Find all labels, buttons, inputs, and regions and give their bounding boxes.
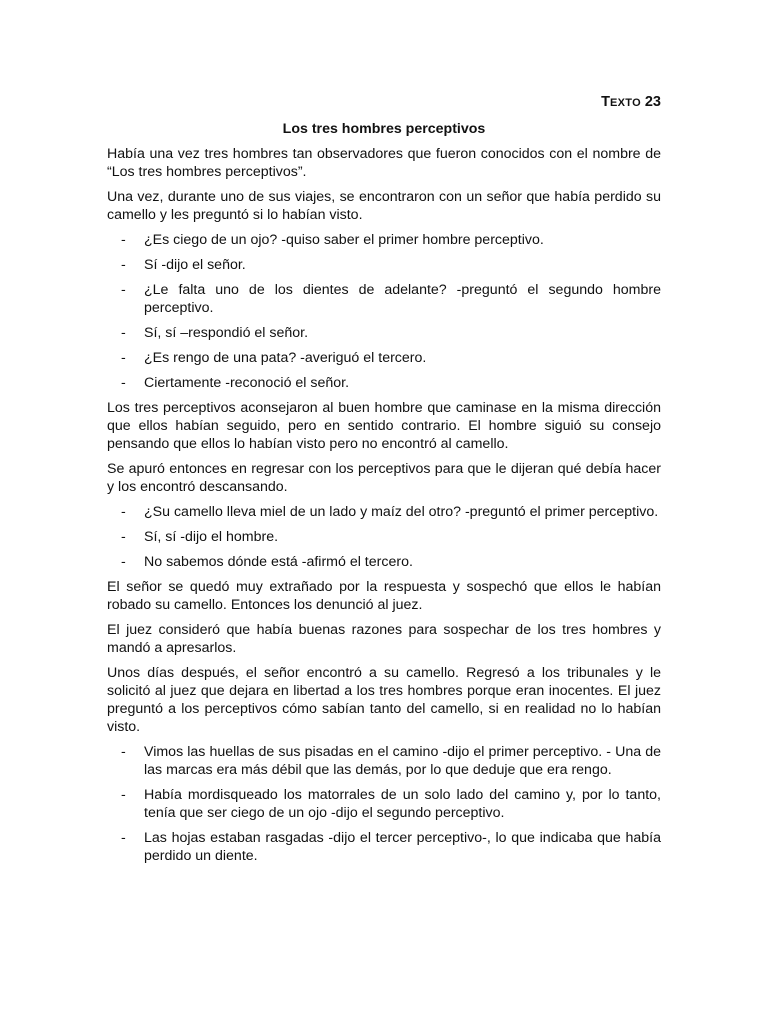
dialogue-line: - Sí, sí -dijo el hombre. [107, 528, 661, 546]
paragraph: El señor se quedó muy extrañado por la respuesta y sospechó que ellos le habían robado su camello. Entonces los denunció al juez. [107, 579, 661, 613]
paragraph: Unos días después, el señor encontró a su camello. Regresó a los tribunales y le solicitó al juez que dejara en libertad a los tres hombres porque eran inocentes. El juez preguntó a los perceptivos cómo sabían tanto del camello, si en realidad no lo habían visto. [107, 665, 661, 735]
paragraph: Los tres perceptivos aconsejaron al buen hombre que caminase en la misma dirección que ellos habían seguido, pero en sentido contrario. El hombre siguió su consejo pensando que ellos lo habían visto pero no encontró al camello. [107, 400, 661, 452]
dialogue-line: - Sí -dijo el señor. [107, 256, 661, 274]
dialogue-line: - ¿Le falta uno de los dientes de adelante? -preguntó el segundo hombre perceptivo. [107, 281, 661, 317]
dialogue-line: - ¿Su camello lleva miel de un lado y maíz del otro? -preguntó el primer perceptivo. [107, 503, 661, 521]
document-body [107, 145, 661, 865]
dialogue-line: - Ciertamente -reconoció el señor. [107, 374, 661, 392]
dialogue-list [107, 743, 661, 865]
dialogue-line: - ¿Es rengo de una pata? -averiguó el tercero. [107, 349, 661, 367]
label-rest: EXTO [610, 97, 641, 109]
dialogue-line: - Había mordisqueado los matorrales de un solo lado del camino y, por lo tanto, tenía que ser ciego de un ojo -dijo el segundo perceptivo. [107, 786, 661, 822]
document-title: Los tres hombres perceptivos [282, 121, 486, 137]
label-initial: T [601, 94, 611, 110]
dialogue-list [107, 231, 661, 392]
text-number-label [107, 92, 661, 110]
document-page [107, 92, 661, 872]
label-number: 23 [644, 94, 661, 110]
dialogue-line: - Sí, sí –respondió el señor. [107, 324, 661, 342]
paragraph: Se apuró entonces en regresar con los perceptivos para que le dijeran qué debía hacer y los encontró descansando. [107, 461, 661, 495]
dialogue-line: - No sabemos dónde está -afirmó el tercero. [107, 553, 661, 571]
paragraph: El juez consideró que había buenas razones para sospechar de los tres hombres y mandó a apresarlos. [107, 622, 661, 656]
dialogue-line: - Vimos las huellas de sus pisadas en el camino -dijo el primer perceptivo. - Una de las marcas era más débil que las demás, por lo que deduje que era rengo. [107, 743, 661, 779]
paragraph: Una vez, durante uno de sus viajes, se encontraron con un señor que había perdido su camello y les preguntó si lo habían visto. [107, 189, 661, 223]
dialogue-line: - ¿Es ciego de un ojo? -quiso saber el primer hombre perceptivo. [107, 231, 661, 249]
paragraph: Había una vez tres hombres tan observadores que fueron conocidos con el nombre de “Los tres hombres perceptivos”. [107, 146, 661, 180]
dialogue-list [107, 503, 661, 571]
dialogue-line: - Las hojas estaban rasgadas -dijo el tercer perceptivo-, lo que indicaba que había perdido un diente. [107, 829, 661, 865]
